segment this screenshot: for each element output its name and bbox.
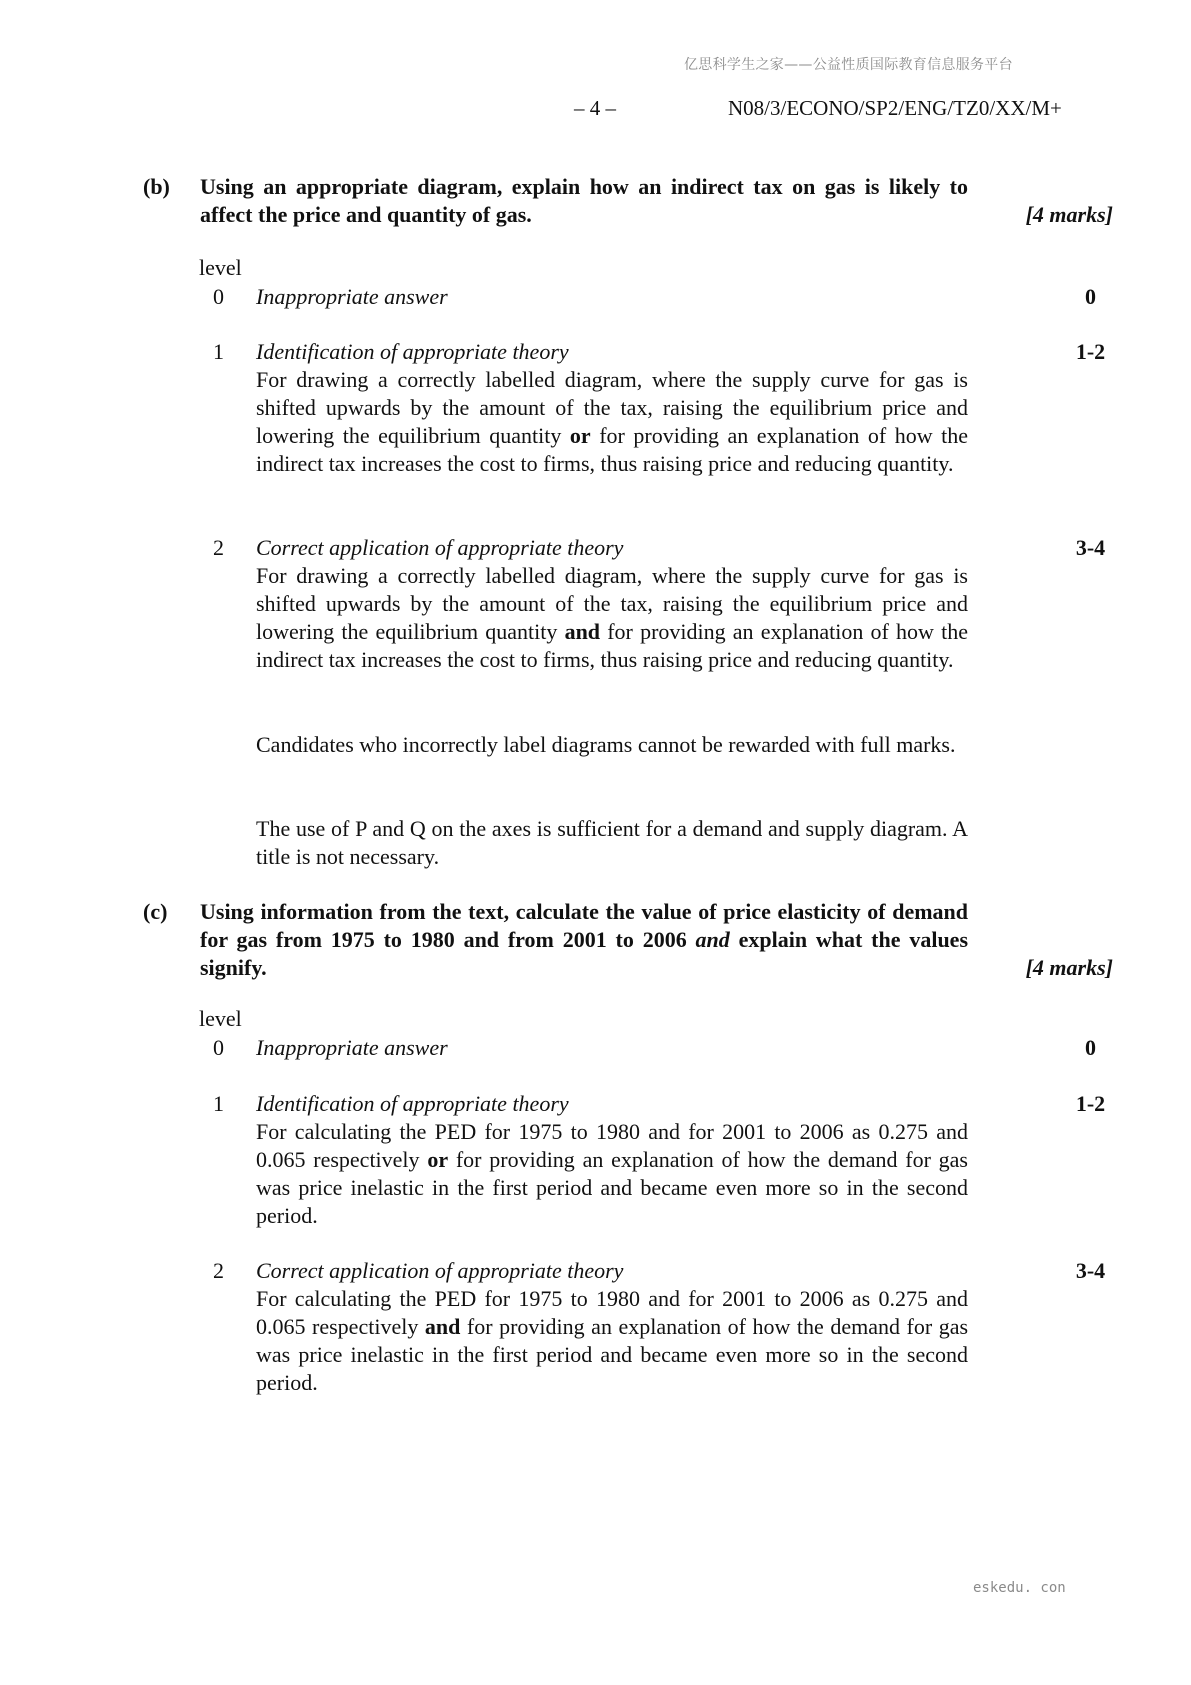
question-emphasis: and [695, 927, 730, 952]
level-number: 2 [213, 535, 224, 560]
level-number: 2 [213, 1258, 224, 1283]
level-heading: level [199, 1006, 242, 1031]
level-title: Identification of appropriate theory [256, 1091, 569, 1116]
level-marks: 0 [1085, 1035, 1096, 1060]
level-title: Correct application of appropriate theory [256, 1258, 624, 1283]
level-body-text: For calculating the PED for 1975 to 1980 and for 2001 to 2006 as 0.275 and 0.065 respectively [256, 1119, 968, 1172]
question-text [200, 898, 968, 982]
question-text-part: Using information from the text, calculate the value of price elasticity of demand for gas from 1975 to 1980 and from 2001 to 2006 [200, 899, 968, 952]
level-number: 1 [213, 1091, 224, 1116]
level-description [256, 1090, 968, 1230]
question-letter: (c) [143, 899, 168, 924]
level-body-text: for providing an explanation of how the indirect tax increases the cost to firms, thus raising price and reducing quantity. [256, 619, 968, 672]
header-watermark: 亿思科学生之家——公益性质国际教育信息服务平台 [684, 57, 1013, 73]
level-body-text: For calculating the PED for 1975 to 1980 and for 2001 to 2006 as 0.275 and 0.065 respectively [256, 1286, 968, 1339]
level-title: Identification of appropriate theory [256, 339, 569, 364]
level-heading: level [199, 255, 242, 280]
level-description [256, 338, 968, 478]
page-number: – 4 – [574, 96, 616, 120]
level-connector: and [424, 1314, 461, 1339]
level-connector: or [569, 423, 591, 448]
examiner-note: The use of P and Q on the axes is sufficient for a demand and supply diagram. A title is not necessary. [256, 816, 968, 869]
level-marks: 0 [1085, 284, 1096, 309]
level-description [256, 1034, 968, 1062]
level-description [256, 283, 968, 311]
level-marks: 3-4 [1075, 535, 1106, 560]
question-marks: [4 marks] [1025, 955, 1113, 980]
level-marks: 1-2 [1075, 1091, 1106, 1116]
level-connector: and [564, 619, 601, 644]
level-body-text: for providing an explanation of how the demand for gas was price inelastic in the first period and became even more so in the second period. [256, 1147, 968, 1228]
level-body-text: For drawing a correctly labelled diagram, where the supply curve for gas is shifted upwards by the amount of the tax, raising the equilibrium price and lowering the equilibrium quantity [256, 367, 968, 448]
level-marks: 1-2 [1075, 339, 1106, 364]
level-connector: or [427, 1147, 449, 1172]
level-description [256, 1257, 968, 1397]
level-body-text: For drawing a correctly labelled diagram, where the supply curve for gas is shifted upwards by the amount of the tax, raising the equilibrium price and lowering the equilibrium quantity [256, 563, 968, 644]
level-number: 0 [213, 1035, 224, 1060]
level-description [256, 534, 968, 674]
level-number: 0 [213, 284, 224, 309]
examiner-note: Candidates who incorrectly label diagrams cannot be rewarded with full marks. [256, 732, 956, 757]
question-text-part: explain what the values signify. [200, 927, 968, 980]
level-body-text: for providing an explanation of how the indirect tax increases the cost to firms, thus raising price and reducing quantity. [256, 423, 969, 476]
footer-watermark: eskedu. con [973, 1580, 1066, 1596]
level-title: Inappropriate answer [256, 284, 448, 309]
question-marks: [4 marks] [1025, 202, 1113, 227]
level-number: 1 [213, 339, 224, 364]
level-body-text: for providing an explanation of how the demand for gas was price inelastic in the first period and became even more so in the second period. [256, 1314, 969, 1395]
question-letter: (b) [143, 174, 170, 199]
level-marks: 3-4 [1075, 1258, 1106, 1283]
question-text: Using an appropriate diagram, explain how an indirect tax on gas is likely to affect the price and quantity of gas. [200, 174, 968, 227]
document-code: N08/3/ECONO/SP2/ENG/TZ0/XX/M+ [728, 96, 1062, 120]
level-title: Inappropriate answer [256, 1035, 448, 1060]
level-title: Correct application of appropriate theory [256, 535, 624, 560]
